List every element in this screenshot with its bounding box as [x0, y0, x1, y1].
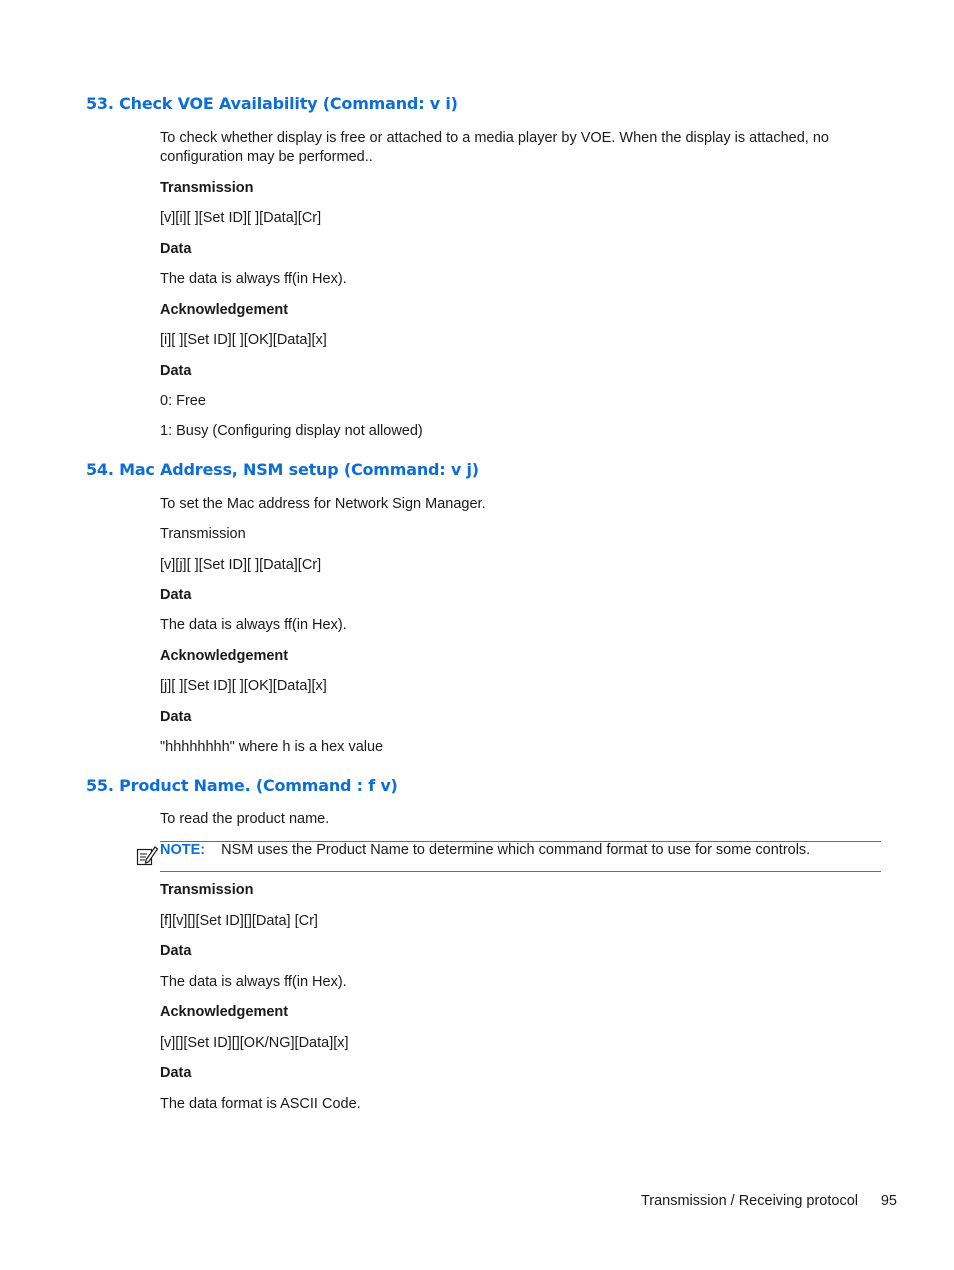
- section-53-intro-line2: configuration may be performed..: [160, 149, 373, 165]
- note-bottom-rule: [160, 871, 881, 872]
- section-54-data-hex: "hhhhhhhh" where h is a hex value: [160, 739, 384, 755]
- section-53-intro-line1: To check whether display is free or attached to a media player by VOE. When the display is attached, no: [160, 130, 829, 146]
- section-53-data: The data is always ff(in Hex).: [160, 271, 347, 287]
- section-53-ack-label: Acknowledgement: [160, 302, 289, 318]
- section-54-data-label-2: Data: [160, 709, 192, 725]
- section-54-transmission: [v][j][ ][Set ID][ ][Data][Cr]: [160, 557, 322, 573]
- section-54-ack-label: Acknowledgement: [160, 648, 289, 664]
- section-55-ack-label: Acknowledgement: [160, 1004, 289, 1020]
- section-55-transmission: [f][v][][Set ID][][Data] [Cr]: [160, 913, 318, 929]
- section-54-data-label: Data: [160, 587, 192, 603]
- section-54-data: The data is always ff(in Hex).: [160, 617, 347, 633]
- section-53-heading: 53. Check VOE Availability (Command: v i): [86, 94, 458, 113]
- section-55-data-label: Data: [160, 943, 192, 959]
- section-53-transmission: [v][i][ ][Set ID][ ][Data][Cr]: [160, 210, 322, 226]
- section-55-ack: [v][][Set ID][][OK/NG][Data][x]: [160, 1035, 349, 1051]
- section-53-data-label: Data: [160, 241, 192, 257]
- note-pencil-icon: [135, 843, 159, 867]
- section-55-data-format: The data format is ASCII Code.: [160, 1096, 361, 1112]
- footer-page-number: 95: [880, 1193, 897, 1209]
- section-54-transmission-label: Transmission: [160, 526, 246, 542]
- note-label: NOTE:: [160, 842, 206, 858]
- section-53-transmission-label: Transmission: [160, 180, 254, 196]
- section-53-ack: [i][ ][Set ID][ ][OK][Data][x]: [160, 332, 327, 348]
- note-text: NSM uses the Product Name to determine which command format to use for some controls.: [221, 842, 811, 858]
- section-54-heading: 54. Mac Address, NSM setup (Command: v j): [86, 460, 479, 479]
- section-55-heading: 55. Product Name. (Command : f v): [86, 776, 398, 795]
- section-54-intro: To set the Mac address for Network Sign Manager.: [160, 496, 486, 512]
- section-53-data-label-2: Data: [160, 363, 192, 379]
- section-53-data-free: 0: Free: [160, 393, 206, 409]
- note-block: [160, 842, 810, 858]
- section-54-ack: [j][ ][Set ID][ ][OK][Data][x]: [160, 678, 327, 694]
- section-55-data-label-2: Data: [160, 1065, 192, 1081]
- section-55-transmission-label: Transmission: [160, 882, 254, 898]
- section-55-data: The data is always ff(in Hex).: [160, 974, 347, 990]
- section-53-data-busy: 1: Busy (Configuring display not allowed): [160, 423, 423, 439]
- footer-section-title: Transmission / Receiving protocol: [640, 1193, 858, 1209]
- section-55-intro: To read the product name.: [160, 811, 330, 827]
